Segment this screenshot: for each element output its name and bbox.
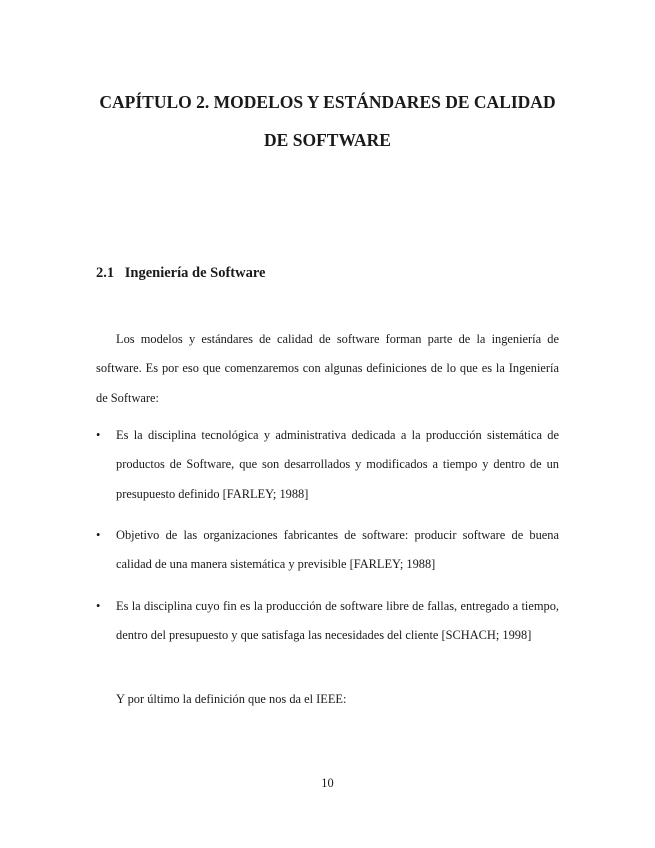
section-title: Ingeniería de Software bbox=[124, 265, 266, 281]
list-item-text: Es la disciplina tecnológica y administrativa dedicada a la producción sistemática de productos de Software, que son desarrollados y modificados a tiempo y dentro de un presupuesto definido [FARLEY; 1988] bbox=[116, 428, 559, 501]
bullet-marker: • bbox=[96, 599, 101, 613]
chapter-title-line-1: CAPÍTULO 2. MODELOS Y ESTÁNDARES DE CALIDAD bbox=[99, 92, 556, 112]
list-item bbox=[96, 592, 559, 651]
list-item-text: Objetivo de las organizaciones fabricantes de software: producir software de buena calidad de una manera sistemática y previsible [FARLEY; 1988] bbox=[116, 528, 559, 572]
bullet-marker: • bbox=[96, 428, 101, 442]
section-heading bbox=[96, 264, 265, 282]
closing-paragraph: Y por último la definición que nos da el IEEE: bbox=[116, 692, 347, 706]
list-item bbox=[96, 421, 559, 509]
chapter-title-line-2: DE SOFTWARE bbox=[264, 130, 391, 150]
bullet-marker: • bbox=[96, 528, 101, 542]
section-number: 2.1 bbox=[96, 265, 115, 281]
intro-paragraph: Los modelos y estándares de calidad de software forman parte de la ingeniería de software. Es por eso que comenzaremos con algunas definiciones de lo que es la Ingeniería de Software: bbox=[96, 332, 559, 405]
list-item-text: Es la disciplina cuyo fin es la producción de software libre de fallas, entregado a tiempo, dentro del presupuesto y que satisfaga las necesidades del cliente [SCHACH; 1998] bbox=[116, 599, 559, 643]
page-number: 10 bbox=[321, 776, 334, 790]
list-item bbox=[96, 521, 559, 580]
